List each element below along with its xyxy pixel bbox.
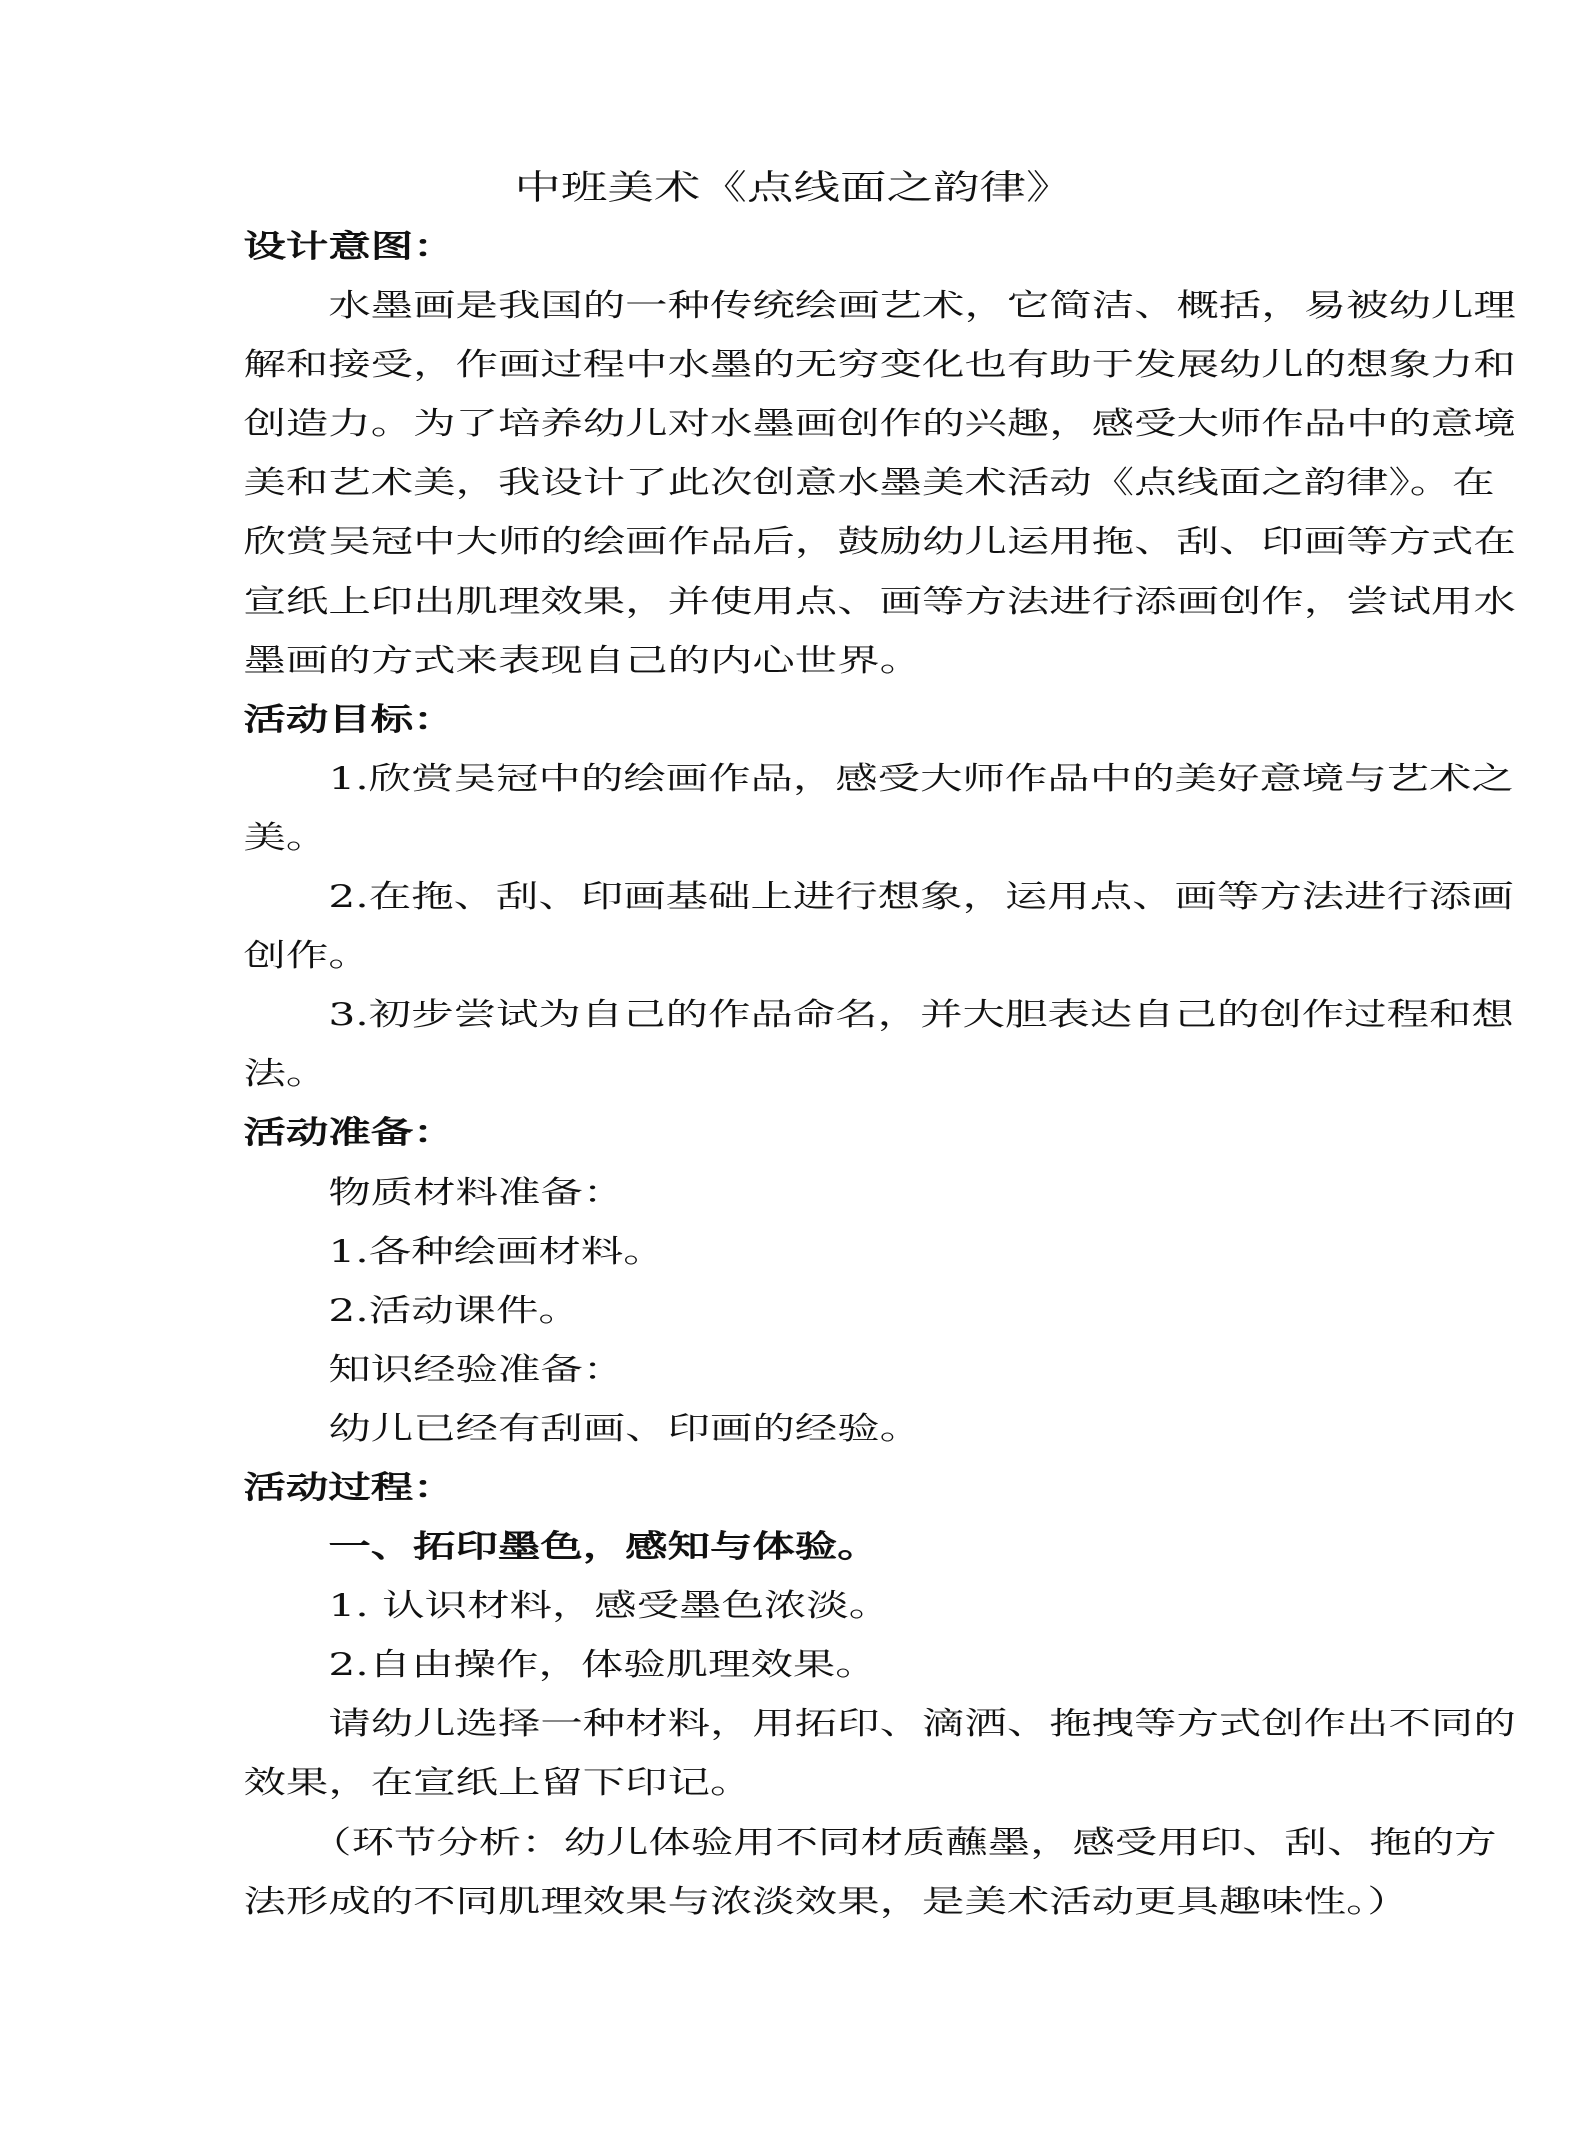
- prep-knowledge-text: 幼儿已经有刮画、印画的经验。: [328, 1410, 923, 1447]
- section-heading-preparation: 活动准备：: [243, 1115, 456, 1152]
- goal-item-3: 3.初步尝试为自己的作品命名，并大胆表达自己的创作过程和想: [328, 997, 1514, 1034]
- goal-item-2-cont: 创作。: [243, 938, 371, 975]
- prep-item-2: 2.活动课件。: [328, 1292, 581, 1329]
- goal-item-2: 2.在拖、刮、印画基础上进行想象，运用点、画等方法进行添画: [328, 879, 1514, 916]
- goal-item-1: 1.欣赏吴冠中的绘画作品，感受大师作品中的美好意境与艺术之: [328, 760, 1514, 797]
- prep-subheading-knowledge: 知识经验准备：: [328, 1351, 626, 1388]
- paragraph-line: 请幼儿选择一种材料，用拓印、滴洒、拖拽等方式创作出不同的: [328, 1706, 1516, 1743]
- section-heading-design-intent: 设计意图：: [243, 229, 456, 265]
- prep-subheading-materials: 物质材料准备：: [328, 1174, 626, 1211]
- analysis-note: （环节分析：幼儿体验用不同材质蘸墨，感受用印、刮、拖的方: [309, 1824, 1497, 1861]
- process-step-1-title: 一、拓印墨色，感知与体验。: [328, 1529, 880, 1566]
- analysis-note-cont: 法形成的不同肌理效果与浓淡效果，是美术活动更具趣味性。）: [243, 1883, 1410, 1920]
- goal-item-3-cont: 法。: [243, 1056, 329, 1093]
- process-item-1: 1. 认识材料，感受墨色浓淡。: [328, 1588, 892, 1625]
- section-heading-goals: 活动目标：: [243, 701, 456, 738]
- paragraph-line: 创造力。为了培养幼儿对水墨画创作的兴趣，感受大师作品中的意境: [243, 406, 1516, 443]
- document-body: [243, 218, 1516, 1932]
- paragraph-line: 水墨画是我国的一种传统绘画艺术，它简洁、概括，易被幼儿理: [328, 288, 1516, 325]
- prep-item-1: 1.各种绘画材料。: [328, 1233, 666, 1270]
- goal-item-1-cont: 美。: [243, 819, 329, 856]
- process-item-2: 2.自由操作，体验肌理效果。: [328, 1647, 878, 1684]
- paragraph-line: 美和艺术美，我设计了此次创意水墨美术活动《点线面之韵律》。在: [243, 465, 1495, 502]
- paragraph-line: 宣纸上印出肌理效果，并使用点、画等方法进行添画创作，尝试用水: [243, 583, 1516, 620]
- section-heading-process: 活动过程：: [243, 1469, 456, 1506]
- paragraph-line: 解和接受，作画过程中水墨的无穷变化也有助于发展幼儿的想象力和: [243, 347, 1516, 384]
- paragraph-line: 效果，在宣纸上留下印记。: [243, 1765, 753, 1802]
- document-title: 中班美术《点线面之韵律》: [514, 168, 1073, 208]
- paragraph-line: 欣赏吴冠中大师的绘画作品后，鼓励幼儿运用拖、刮、印画等方式在: [243, 524, 1516, 561]
- paragraph-line: 墨画的方式来表现自己的内心世界。: [243, 642, 923, 679]
